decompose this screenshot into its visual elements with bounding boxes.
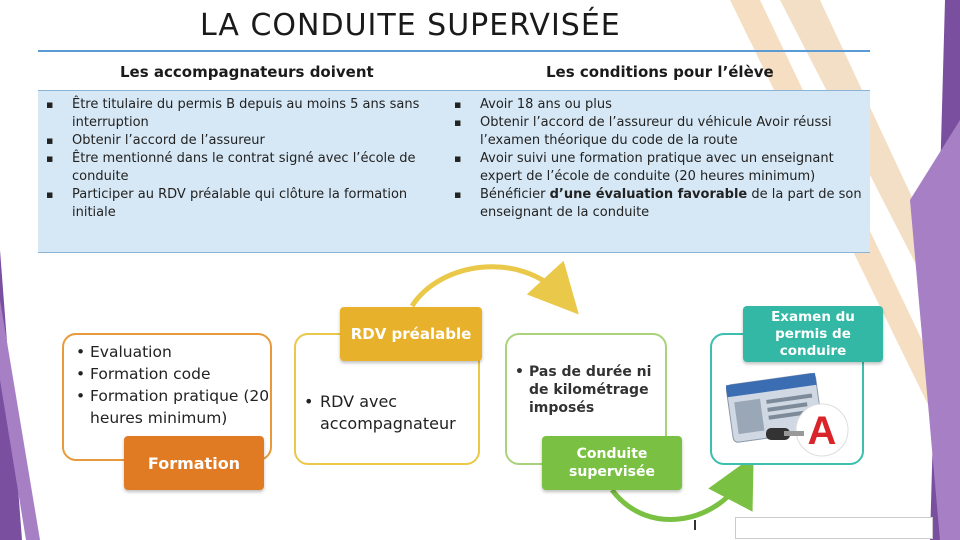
formation-items bbox=[76, 341, 270, 429]
driving-license-icon bbox=[726, 372, 852, 458]
item-suffix: de la part de son enseignant de la conduite bbox=[480, 187, 862, 220]
svg-text:A: A bbox=[807, 409, 837, 453]
rdv-badge: RDV préalable bbox=[340, 307, 482, 361]
list-item: ▪ Obtenir l’accord de l’assureur bbox=[42, 132, 432, 150]
rdv-items bbox=[304, 391, 478, 435]
list-item: • Pas de durée ni de kilométrage imposés bbox=[513, 363, 665, 417]
item-emphasis: d’une évaluation favorable bbox=[549, 187, 748, 202]
exam-badge: Examen du permis de conduire bbox=[743, 306, 883, 362]
conduite-items bbox=[513, 363, 665, 417]
left-column-heading: Les accompagnateurs doivent bbox=[120, 63, 374, 81]
title-underline bbox=[38, 50, 870, 52]
decorative-left-stripes bbox=[0, 0, 60, 540]
formation-badge: Formation bbox=[124, 436, 264, 490]
list-item: ▪ Avoir 18 ans ou plus bbox=[450, 96, 862, 114]
footer-mark bbox=[694, 520, 696, 530]
list-item: • Formation pratique (20 heures minimum) bbox=[76, 385, 270, 429]
list-item: ▪ Être mentionné dans le contrat signé avec l’école de conduite bbox=[42, 150, 432, 186]
footer-bar bbox=[735, 517, 933, 539]
list-item: • Evaluation bbox=[76, 341, 270, 363]
list-item: ▪ Être titulaire du permis B depuis au moins 5 ans sans interruption bbox=[42, 96, 432, 132]
page-title: LA CONDUITE SUPERVISÉE bbox=[200, 8, 621, 43]
list-item: ▪ Participer au RDV préalable qui clôture la formation initiale bbox=[42, 186, 432, 222]
panel-bottom-border bbox=[38, 252, 870, 253]
list-item bbox=[450, 186, 862, 222]
conditions-list bbox=[450, 96, 862, 222]
list-item: • Formation code bbox=[76, 363, 270, 385]
list-item: ▪ Avoir suivi une formation pratique avec un enseignant expert de l’école de conduite (20 heures minimum) bbox=[450, 150, 862, 186]
list-item: • RDV avec accompagnateur bbox=[304, 391, 478, 435]
right-column-heading: Les conditions pour l’élève bbox=[546, 63, 774, 81]
accompagnateurs-list bbox=[42, 96, 432, 222]
list-item: ▪ Obtenir l’accord de l’assureur du véhicule Avoir réussi l’examen théorique du code de la route bbox=[450, 114, 862, 150]
item-prefix: Bénéficier bbox=[480, 187, 546, 202]
conduite-badge: Conduite supervisée bbox=[542, 436, 682, 490]
